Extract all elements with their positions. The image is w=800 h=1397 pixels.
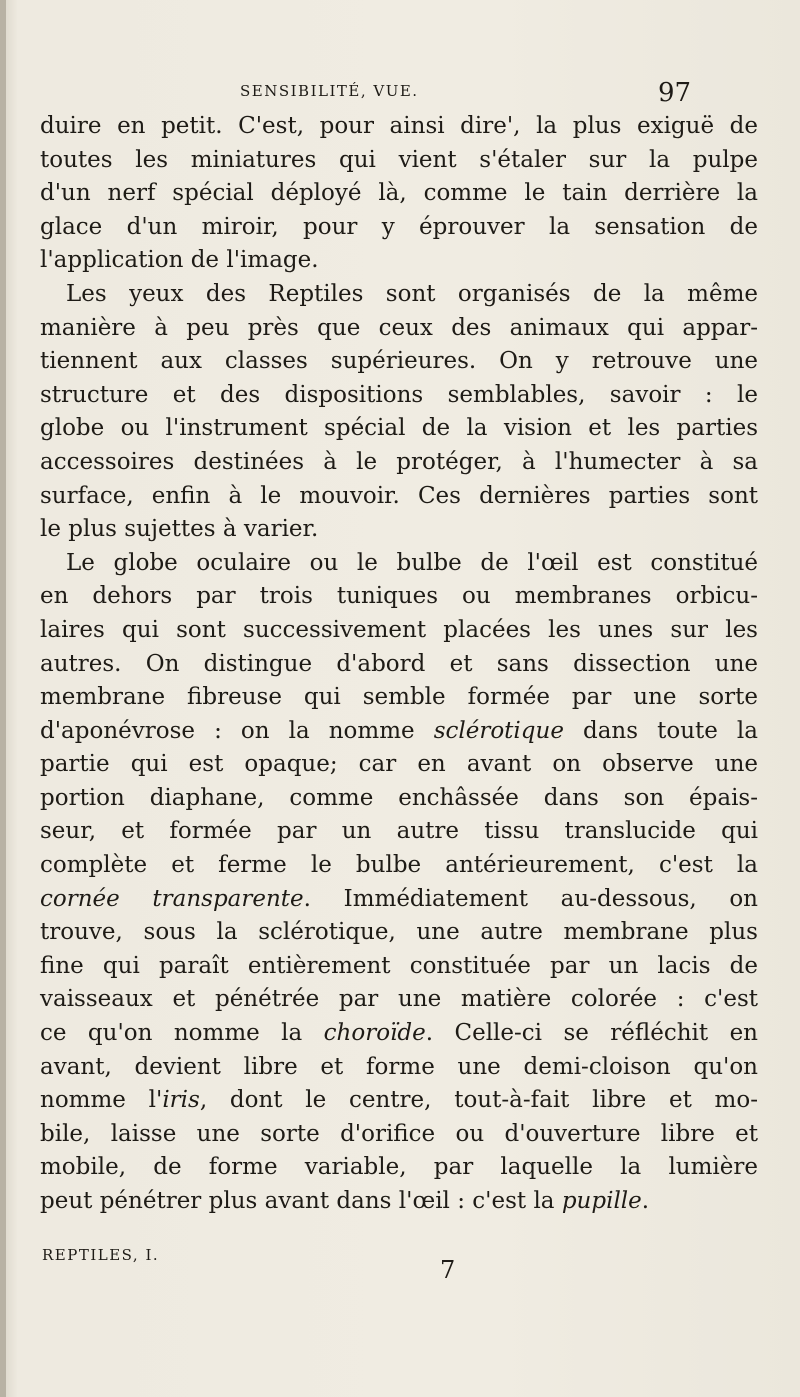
text-line: partie qui est opaque; car en avant on observe une [40, 751, 758, 778]
text-line: glace d'un miroir, pour y éprouver la sensation de [40, 213, 758, 240]
text-line: manière à peu près que ceux des animaux qui appar- [40, 314, 758, 341]
text-line: bile, laisse une sorte d'orifice ou d'ouverture libre et [40, 1120, 758, 1147]
page-gutter-edge [0, 0, 6, 1397]
text-line: toutes les miniatures qui vient s'étaler sur la pulpe [40, 146, 758, 173]
text-line: nomme l'iris, dont le centre, tout-à-fait libre et mo- [40, 1087, 758, 1114]
text-line: vaisseaux et pénétrée par une matière colorée : c'est [40, 986, 758, 1013]
text-line: en dehors par trois tuniques ou membranes orbicu- [40, 583, 758, 610]
italic-term: cornée transparente [40, 885, 304, 912]
page-number: 97 [658, 78, 692, 108]
text-line: autres. On distingue d'abord et sans dissection une [40, 650, 758, 677]
text-line: laires qui sont successivement placées les unes sur les [40, 616, 758, 643]
italic-term: sclérotique [433, 717, 564, 744]
text-line: l'application de l'image. [40, 247, 319, 274]
text-line: le plus sujettes à varier. [40, 516, 319, 543]
text-line: Le globe oculaire ou le bulbe de l'œil est constitué [66, 549, 758, 576]
text-line: seur, et formée par un autre tissu translucide qui [40, 818, 758, 845]
text-line: avant, devient libre et forme une demi-cloison qu'on [40, 1053, 758, 1080]
italic-term: iris [162, 1087, 200, 1114]
text-line: complète et ferme le bulbe antérieurement, c'est la [40, 852, 758, 879]
text-line: ce qu'on nomme la choroïde. Celle-ci se réfléchit en [40, 1020, 758, 1047]
text-line: structure et des dispositions semblables, savoir : le [40, 381, 758, 408]
text-line: surface, enfin à le mouvoir. Ces dernières parties sont [40, 482, 758, 509]
text-line: membrane fibreuse qui semble formée par une sorte [40, 684, 758, 711]
text-line: portion diaphane, comme enchâssée dans son épais- [40, 784, 758, 811]
text-line: d'un nerf spécial déployé là, comme le tain derrière la [40, 180, 758, 207]
text-line: fine qui paraît entièrement constituée par un lacis de [40, 952, 758, 979]
text-line: d'aponévrose : on la nomme sclérotique dans toute la [40, 717, 758, 744]
signature-mark: REPTILES, I. [42, 1246, 160, 1264]
sheet-number: 7 [440, 1256, 456, 1284]
text-line: accessoires destinées à le protéger, à l'humecter à sa [40, 448, 758, 475]
text-line: duire en petit. C'est, pour ainsi dire', la plus exiguë de [40, 113, 758, 139]
italic-term: choroïde [323, 1020, 426, 1047]
text-line: tiennent aux classes supérieures. On y retrouve une [40, 348, 758, 375]
italic-term: pupille [561, 1188, 642, 1214]
text-line: Les yeux des Reptiles sont organisés de la même [66, 280, 758, 307]
running-head: SENSIBILITÉ, VUE. [240, 82, 419, 100]
text-line: mobile, de forme variable, par laquelle la lumière [40, 1154, 758, 1181]
text-line: cornée transparente. Immédiatement au-dessous, on [40, 885, 758, 912]
text-line: trouve, sous la sclérotique, une autre membrane plus [40, 919, 758, 946]
text-line: globe ou l'instrument spécial de la vision et les parties [40, 415, 758, 442]
body-text [40, 110, 758, 1219]
text-line: peut pénétrer plus avant dans l'œil : c'est la pupille. [40, 1188, 650, 1214]
